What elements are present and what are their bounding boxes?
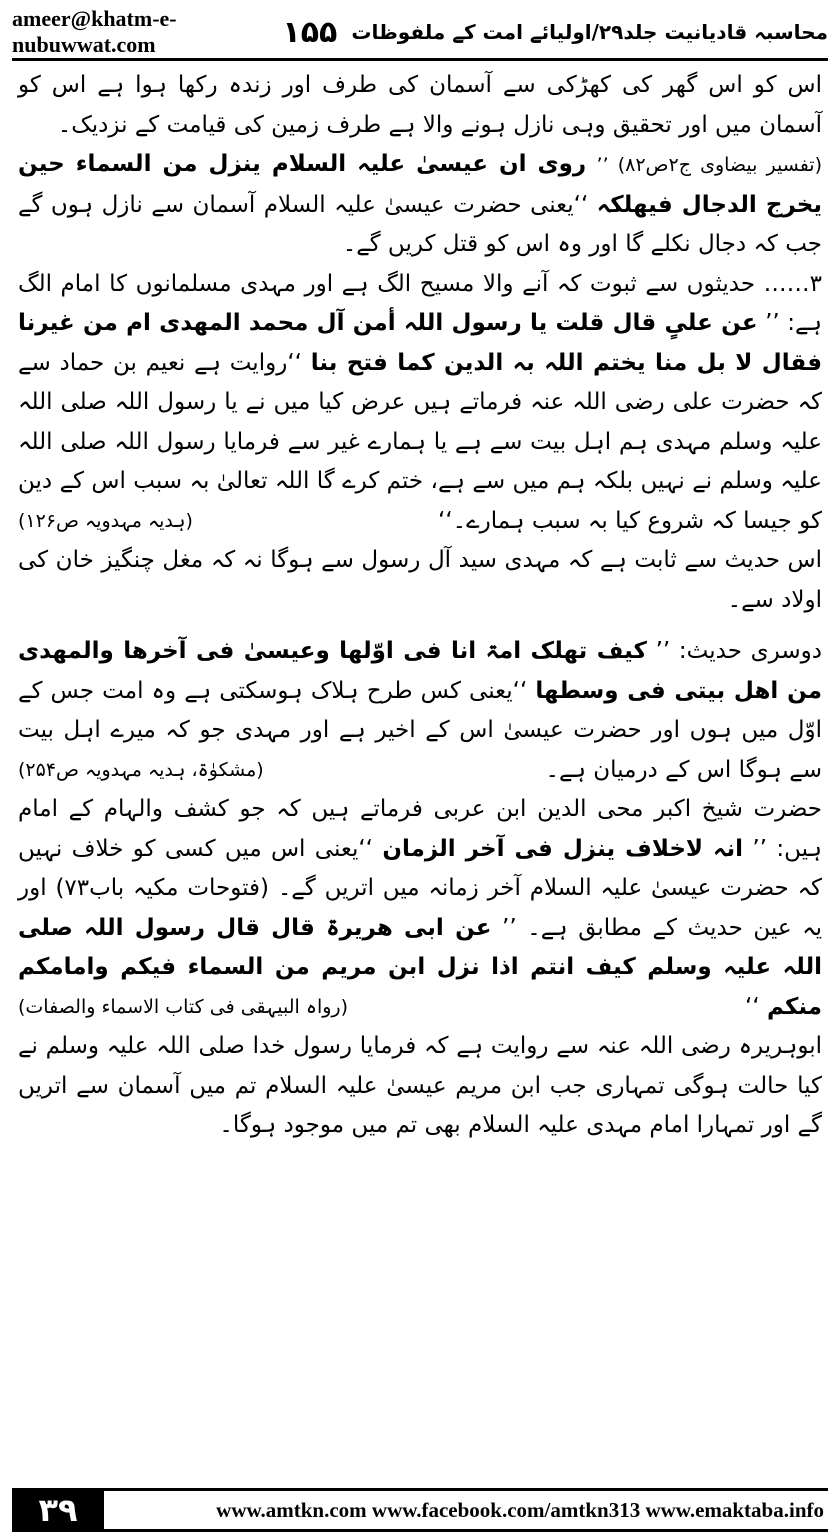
paragraph: [18, 265, 822, 542]
header-divider: [12, 58, 828, 61]
paragraph: [18, 145, 822, 265]
page-footer: [12, 1488, 828, 1532]
paragraph: [18, 632, 822, 790]
body-text: حضرت شیخ اکبر محی الدین ابن عربی فرماتے ہیں کہ جو کشف والہام کے امام ہیں: ’’: [18, 796, 822, 862]
header-title: محاسبہ قادیانیت جلد۲۹/اولیائے امت کے ملفوظات: [351, 20, 828, 44]
body-text: اس کو اس گھر کی کھڑکی سے آسمان کی طرف اور زندہ رکھا ہوا ہے اس کو آسمان میں اور تحقیق وہی نازل ہونے والا ہے طرف زمین کی قیامت کے نزدیک۔: [18, 72, 822, 138]
footer-page-number: ۳۹: [12, 1488, 104, 1532]
reference: (تفسیر بیضاوی ج۲ص۸۲) ’’: [596, 154, 822, 176]
paragraph: [18, 541, 822, 620]
body-text: ‘‘: [745, 993, 760, 1020]
body-text: ۳…… حدیثوں سے ثبوت کہ آنے والا مسیح الگ ہے اور مہدی مسلمانوں کا امام الگ ہے: ’’: [18, 270, 823, 336]
body-text: دوسری حدیث: ’’: [655, 638, 822, 664]
body-text: ‘‘یعنی اس میں کسی کو خلاف نہیں کہ حضرت عیسیٰ علیہ السلام آخر زمانہ میں اتریں گے۔ (فتوحات مکیہ باب۷۳) اور یہ عین حدیث کے مطابق ہے۔ ’’: [18, 835, 822, 941]
body-text: ‘‘روایت ہے نعیم بن حماد سے کہ حضرت علی رضی اللہ عنہ فرماتے ہیں عرض کیا میں نے یا رسول اللہ صلی اللہ علیہ وسلم مہدی ہم اہل بیت سے ہے یا ہمارے غیر سے فرمایا رسول اللہ صلی اللہ علیہ وسلم نے نہیں بلکہ ہم میں سے ہے، ختم کرے گا اللہ تعالیٰ بہ سبب اس کے دین کو جیسا کہ شروع کیا بہ سبب ہمارے۔‘‘: [18, 349, 822, 534]
arabic-quote: عن ابی ھریرۃ قال قال رسول اللہ صلی اللہ علیہ وسلم کیف انتم اذا نزل ابن مریم من السماء فیکم وامامکم منکم: [18, 914, 822, 1020]
arabic-quote: کیف تھلک امۃ انا فی اوّلھا وعیسیٰ فی آخرھا والمھدی من اھل بیتی فی وسطھا: [18, 638, 823, 704]
header-email: ameer@khatm-e-nubuwwat.com: [12, 6, 177, 57]
footer-links: www.amtkn.com www.facebook.com/amtkn313 www.emaktaba.info: [104, 1488, 828, 1532]
paragraph: [18, 790, 822, 1027]
paragraph: [18, 1027, 822, 1146]
arabic-quote: انہ لاخلاف ینزل فی آخر الزمان: [382, 835, 744, 862]
reference: (مشکوٰۃ، ہدیہ مہدویہ ص۲۵۴): [18, 758, 264, 781]
arabic-quote: روی ان عیسیٰ علیہ السلام ینزل من السماء حین یخرج الدجال فیھلکہ: [18, 151, 822, 218]
reference: (رواہ البیہقی فی کتاب الاسماء والصفات): [18, 995, 349, 1018]
page-header: [12, 6, 828, 57]
paragraph: [18, 66, 822, 145]
body-text: اس حدیث سے ثابت ہے کہ مہدی سید آل رسول سے ہوگا نہ کہ مغل چنگیز خان کی اولاد سے۔: [18, 547, 822, 613]
body-text: ‘‘یعنی حضرت عیسیٰ علیہ السلام آسمان سے نازل ہوں گے جب کہ دجال نکلے گا اور وہ اس کو قتل کریں گے۔: [18, 191, 822, 257]
reference: (ہدیہ مہدویہ ص۱۲۶): [18, 509, 193, 532]
page-body: [18, 66, 822, 1478]
body-text: ‘‘یعنی کس طرح ہلاک ہوسکتی ہے وہ امت جس کے اوّل میں ہوں اور حضرت عیسیٰ اس کے اخیر ہے اور مہدی جو کہ میرے اہل بیت سے ہوگا اس کے درمیان ہے۔: [18, 677, 822, 783]
body-text: ابوہریرہ رضی اللہ عنہ سے روایت ہے کہ فرمایا رسول خدا صلی اللہ علیہ وسلم نے کیا حالت ہوگی تمہاری جب ابن مریم عیسیٰ علیہ السلام تم میں آسمان سے اتریں گے اور تمہارا امام مہدی علیہ السلام بھی تم میں موجود ہوگا۔: [18, 1033, 822, 1138]
header-page-number: ۱۵۵: [282, 14, 338, 50]
arabic-quote: عن علیٍ قال قلت یا رسول اللہ أمن آل محمد المھدی ام من غیرنا فقال لا بل منا یختم اللہ بہ الدین کما فتح بنا: [18, 310, 823, 376]
